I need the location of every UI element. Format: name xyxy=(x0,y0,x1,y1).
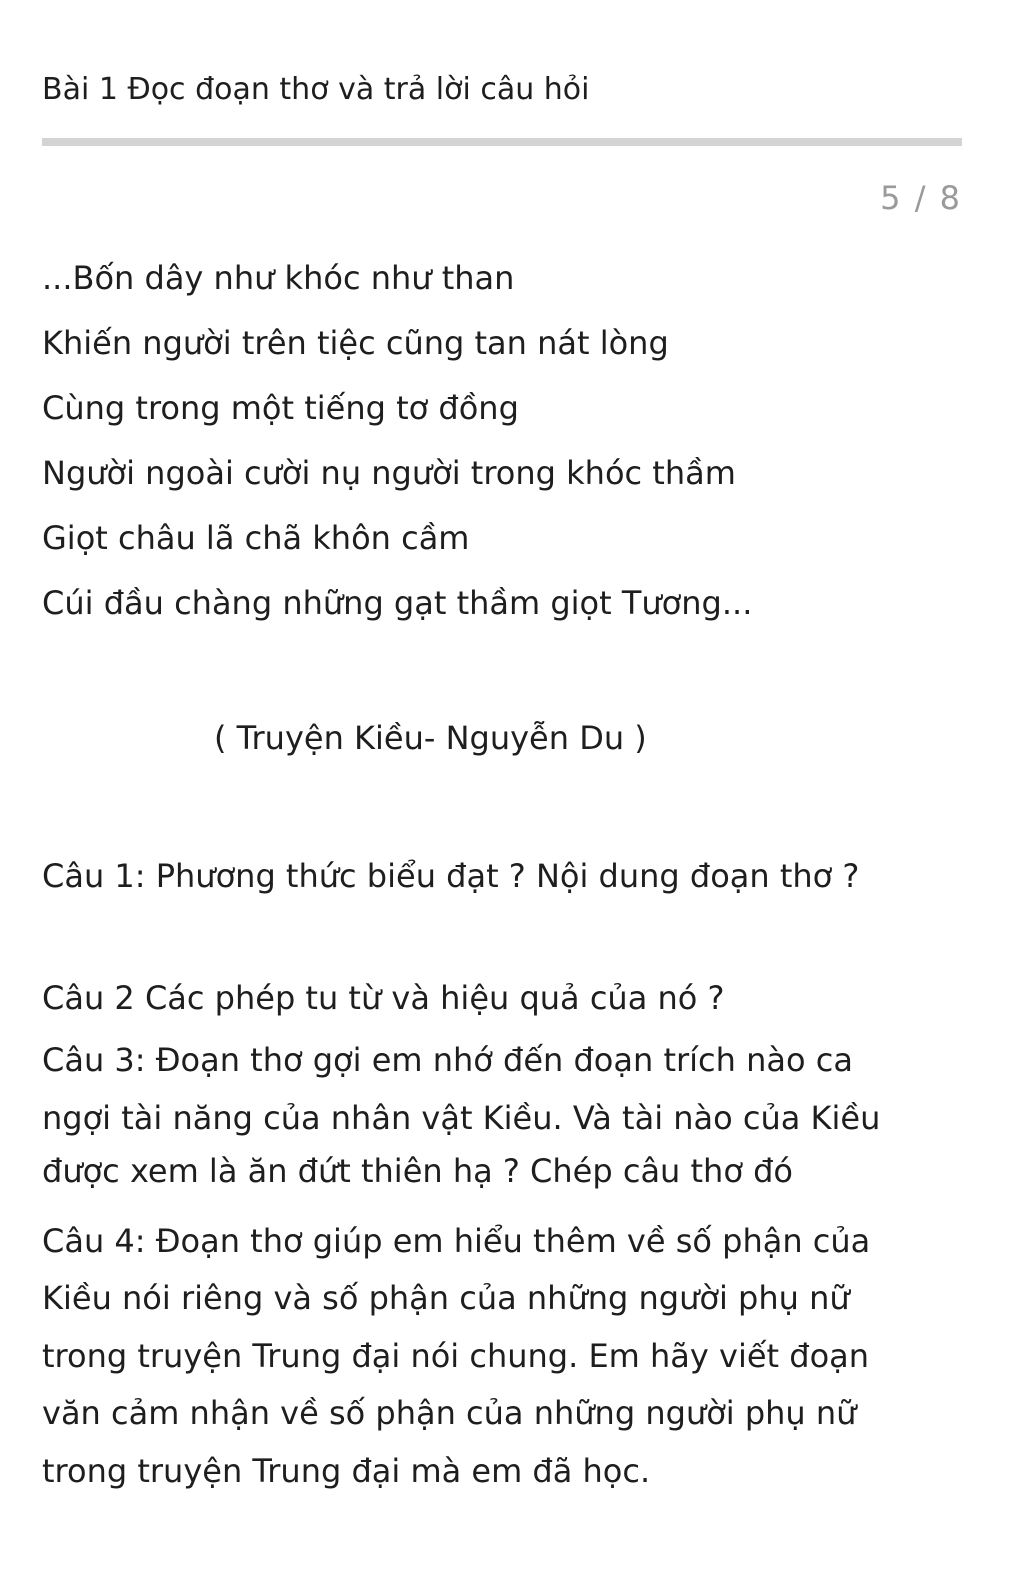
question-4-line: trong truyện Trung đại nói chung. Em hãy viết đoạn xyxy=(42,1337,870,1375)
poem-line: Giọt châu lã chã khôn cầm xyxy=(42,519,470,557)
page-indicator: 5 / 8 xyxy=(880,179,962,217)
question-4-line: văn cảm nhận về số phận của những người phụ nữ xyxy=(42,1394,857,1432)
question-4-line: Câu 4: Đoạn thơ giúp em hiểu thêm về số phận của xyxy=(42,1222,871,1260)
poem-source: ( Truyện Kiều- Nguyễn Du ) xyxy=(214,719,647,757)
poem-line: Cùng trong một tiếng tơ đồng xyxy=(42,389,519,427)
poem-line: Cúi đầu chàng những gạt thầm giọt Tương... xyxy=(42,584,753,622)
poem-line: Khiến người trên tiệc cũng tan nát lòng xyxy=(42,324,669,362)
question-1: Câu 1: Phương thức biểu đạt ? Nội dung đoạn thơ ? xyxy=(42,857,860,895)
poem-excerpt xyxy=(42,256,752,646)
poem-line: Người ngoài cười nụ người trong khóc thầm xyxy=(42,454,736,492)
header-divider xyxy=(42,138,962,146)
poem-line: ...Bốn dây như khóc như than xyxy=(42,259,515,297)
question-3-line: Câu 3: Đoạn thơ gợi em nhớ đến đoạn trích nào ca xyxy=(42,1041,853,1079)
question-3-line: được xem là ăn đứt thiên hạ ? Chép câu thơ đó xyxy=(42,1152,793,1190)
question-4-line: trong truyện Trung đại mà em đã học. xyxy=(42,1452,651,1490)
question-3-line: ngợi tài năng của nhân vật Kiều. Và tài nào của Kiều xyxy=(42,1099,881,1137)
question-2: Câu 2 Các phép tu từ và hiệu quả của nó ? xyxy=(42,979,725,1017)
question-4-line: Kiều nói riêng và số phận của những người phụ nữ xyxy=(42,1279,850,1317)
page-title: Bài 1 Đọc đoạn thơ và trả lời câu hỏi xyxy=(42,72,590,107)
